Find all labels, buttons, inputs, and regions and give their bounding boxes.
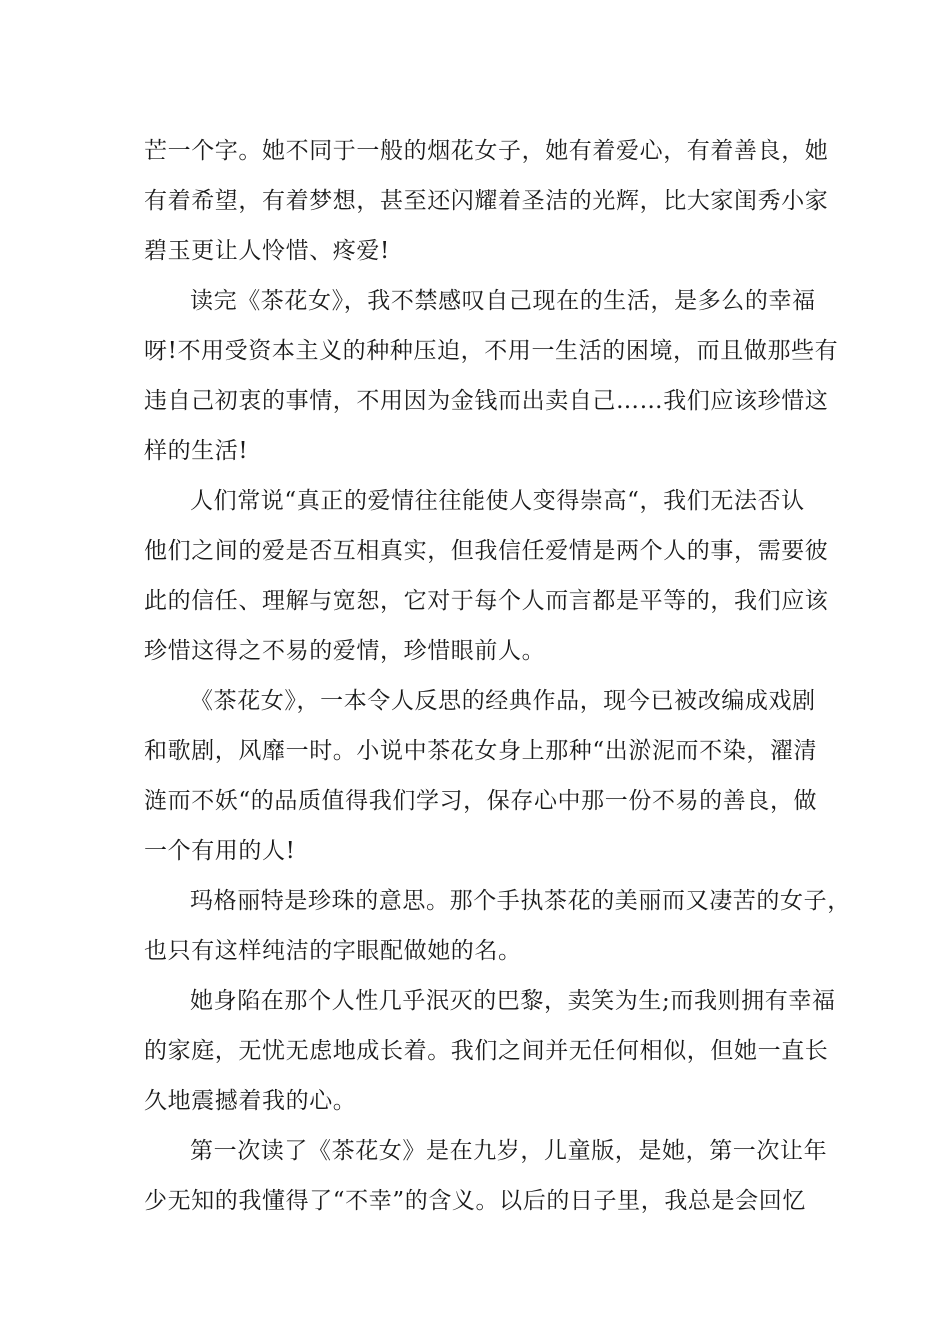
text-line: 有着希望，有着梦想，甚至还闪耀着圣洁的光辉，比大家闺秀小家 [144,188,829,214]
text-line: 涟而不妖“的品质值得我们学习，保存心中那一份不易的善良，做 [144,788,818,814]
paragraph-first-line: 人们常说“真正的爱情往往能使人变得崇高“，我们无法否认 [190,488,805,514]
text-line: 呀!不用受资本主义的种种压迫，不用一生活的困境，而且做那些有 [144,338,839,364]
text-line: 违自己初衷的事情，不用因为金钱而出卖自己……我们应该珍惜这 [144,388,829,414]
text-line: 碧玉更让人怜惜、疼爱! [144,238,390,264]
text-line: 的家庭，无忧无虑地成长着。我们之间并无任何相似，但她一直长 [144,1038,829,1064]
text-line: 珍惜这得之不易的爱情，珍惜眼前人。 [144,638,546,664]
paragraph-first-line: 她身陷在那个人性几乎泯灭的巴黎，卖笑为生;而我则拥有幸福 [190,988,836,1014]
paragraph-first-line: 第一次读了《茶花女》是在九岁，儿童版，是她，第一次让年 [190,1138,828,1164]
text-line: 久地震撼着我的心。 [144,1088,357,1114]
text-line: 也只有这样纯洁的字眼配做她的名。 [144,938,522,964]
text-line: 此的信任、理解与宽恕，它对于每个人而言都是平等的，我们应该 [144,588,829,614]
text-line: 和歌剧，风靡一时。小说中茶花女身上那种“出淤泥而不染，濯清 [144,738,818,764]
text-line: 他们之间的爱是否互相真实，但我信任爱情是两个人的事，需要彼 [144,538,829,564]
text-line: 一个有用的人! [144,838,296,864]
text-line: 样的生活! [144,438,249,464]
paragraph-first-line: 玛格丽特是珍珠的意思。那个手执茶花的美丽而又凄苦的女子， [190,888,851,914]
text-line: 芒一个字。她不同于一般的烟花女子，她有着爱心，有着善良，她 [144,138,829,164]
paragraph-first-line: 读完《茶花女》，我不禁感叹自己现在的生活，是多么的幸福 [190,288,816,314]
text-line: 少无知的我懂得了“不幸”的含义。以后的日子里，我总是会回忆 [144,1188,806,1214]
paragraph-first-line: 《茶花女》，一本令人反思的经典作品，现今已被改编成戏剧 [190,688,816,714]
